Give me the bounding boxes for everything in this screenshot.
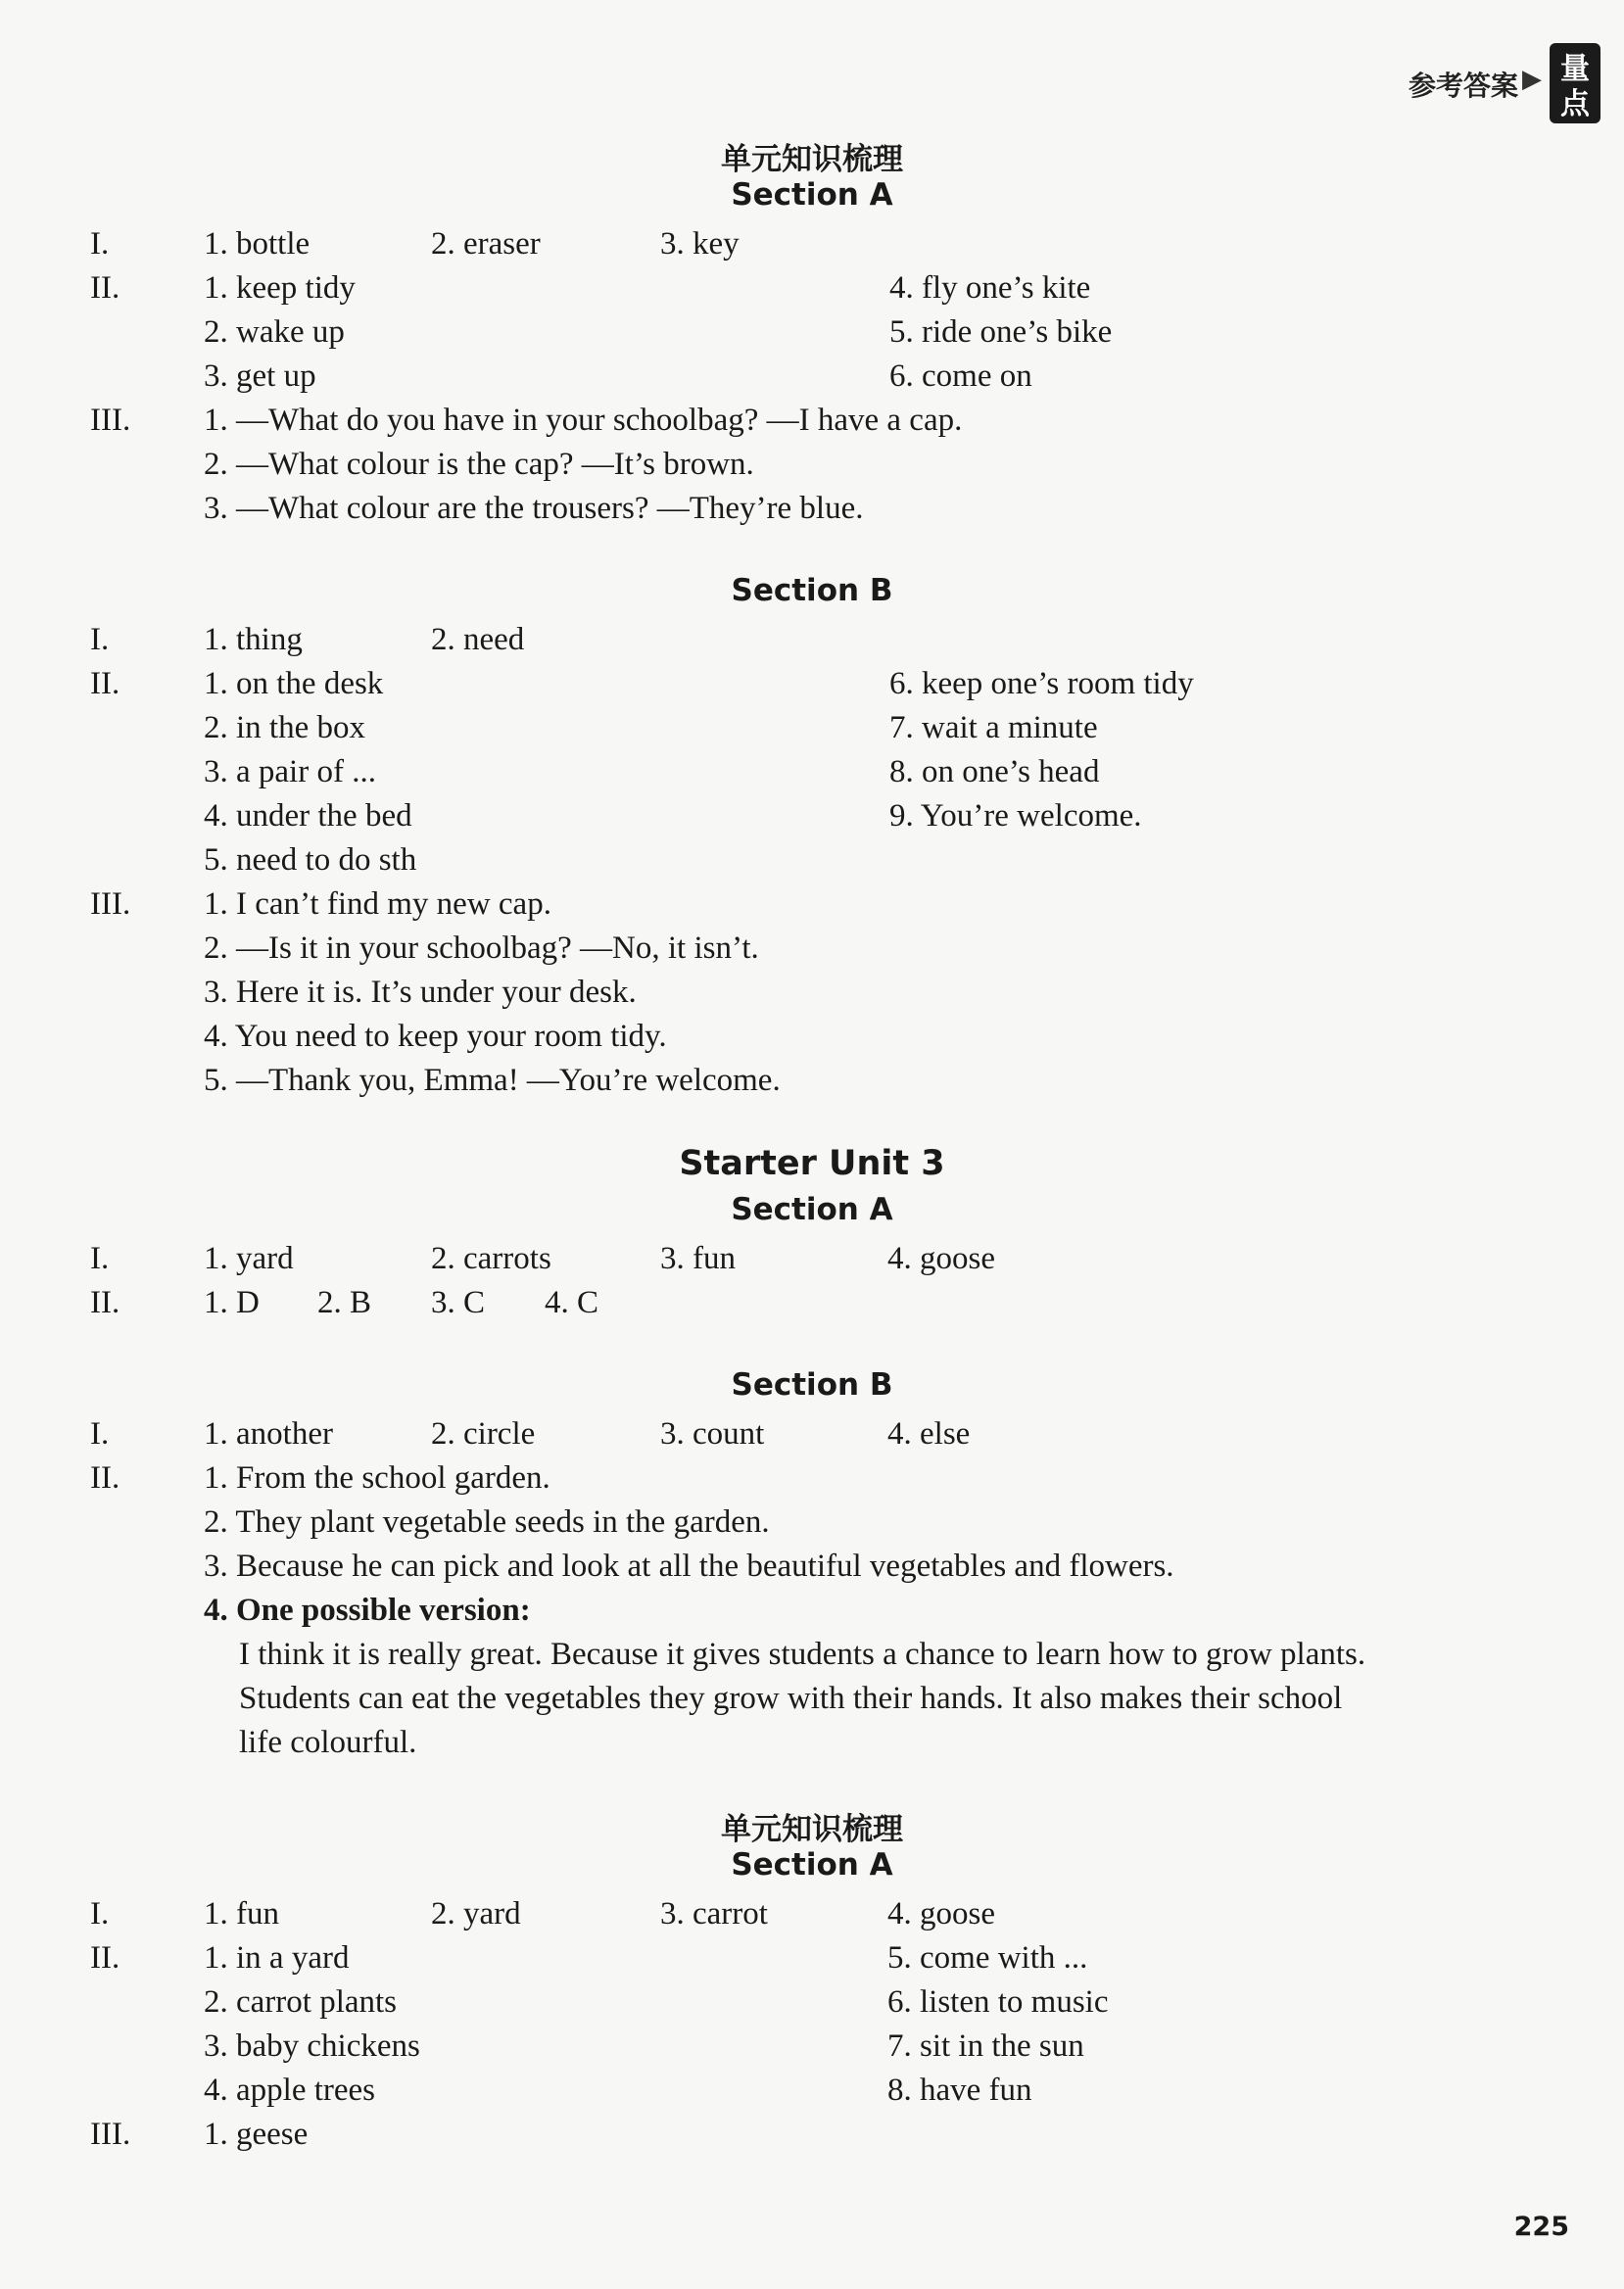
- answer-item: 7. wait a minute: [889, 710, 1098, 745]
- roman-I: I.: [90, 1416, 110, 1452]
- answer-item: 4. goose: [887, 1896, 995, 1931]
- unit-summary-heading: 单元知识梳理: [721, 1812, 903, 1847]
- answer-line: 1. I can’t find my new cap.: [204, 886, 551, 922]
- answer-item: 2. yard: [431, 1896, 521, 1931]
- answer-line: 3. —What colour are the trousers? —They’re blue.: [204, 491, 864, 526]
- answer-item: 3. fun: [660, 1241, 736, 1276]
- answer-item: 2. need: [431, 622, 525, 657]
- page-header: [1330, 41, 1624, 129]
- answer-item: 2. circle: [431, 1416, 536, 1452]
- answer-line: 4. You need to keep your room tidy.: [204, 1019, 667, 1054]
- roman-II: II.: [90, 270, 120, 306]
- roman-III: III.: [90, 886, 131, 922]
- sample-answer-line: I think it is really great. Because it gives students a chance to learn how to grow plants.: [239, 1637, 1366, 1672]
- roman-II: II.: [90, 1940, 120, 1976]
- roman-III: III.: [90, 2117, 131, 2152]
- roman-II: II.: [90, 1285, 120, 1320]
- answer-item: 4. else: [887, 1416, 971, 1452]
- answer-item: 1. fun: [204, 1896, 279, 1931]
- answer-item: 8. have fun: [887, 2073, 1032, 2108]
- section-b-heading: Section B: [731, 1367, 893, 1403]
- arrow-right-icon: ▶: [1522, 65, 1542, 93]
- answer-item: 3. a pair of ...: [204, 754, 376, 789]
- answer-item: 1. yard: [204, 1241, 294, 1276]
- roman-I: I.: [90, 622, 110, 657]
- section-a-heading: Section A: [731, 1192, 893, 1227]
- answer-item: 8. on one’s head: [889, 754, 1100, 789]
- answer-item: 4. apple trees: [204, 2073, 376, 2108]
- brand-logo-text-bottom: 点: [1560, 87, 1590, 121]
- section-a-heading: Section A: [731, 177, 893, 213]
- answer-item: 1. geese: [204, 2117, 309, 2152]
- answer-line: 3. Because he can pick and look at all the beautiful vegetables and flowers.: [204, 1549, 1174, 1584]
- answer-item: 3. key: [660, 226, 740, 262]
- answer-item: 1. bottle: [204, 226, 310, 262]
- answer-item: 3. C: [431, 1285, 486, 1320]
- answer-item: 4. C: [545, 1285, 599, 1320]
- answer-item: 3. get up: [204, 358, 316, 394]
- answer-item: 3. count: [660, 1416, 765, 1452]
- answer-item: 1. another: [204, 1416, 333, 1452]
- answer-item: 2. carrot plants: [204, 1984, 398, 2020]
- answer-item: 4. under the bed: [204, 798, 412, 834]
- brand-logo-icon: [1548, 41, 1602, 125]
- answer-item: 5. come with ...: [887, 1940, 1088, 1976]
- answer-item: 5. need to do sth: [204, 842, 417, 878]
- roman-I: I.: [90, 1241, 110, 1276]
- answer-item: 2. in the box: [204, 710, 365, 745]
- answer-item-4-label: 4. One possible version:: [204, 1593, 531, 1628]
- answer-item: 7. sit in the sun: [887, 2028, 1084, 2064]
- answer-item: 3. carrot: [660, 1896, 768, 1931]
- unit-title: Starter Unit 3: [679, 1144, 945, 1183]
- answer-item: 4. fly one’s kite: [889, 270, 1091, 306]
- answer-item: 9. You’re welcome.: [889, 798, 1142, 834]
- brand-logo-text-top: 量: [1560, 52, 1590, 86]
- roman-I: I.: [90, 1896, 110, 1931]
- answer-line: 1. —What do you have in your schoolbag? —I have a cap.: [204, 403, 963, 438]
- answer-item: 6. come on: [889, 358, 1032, 394]
- roman-II: II.: [90, 1460, 120, 1496]
- answer-item: 2. B: [317, 1285, 372, 1320]
- sample-answer-line: Students can eat the vegetables they grow with their hands. It also makes their school: [239, 1681, 1343, 1716]
- answer-item: 1. keep tidy: [204, 270, 356, 306]
- answer-key-label: 参考答案: [1408, 70, 1518, 102]
- sample-answer-line: life colourful.: [239, 1725, 417, 1760]
- answer-item: 2. carrots: [431, 1241, 551, 1276]
- answer-line: 5. —Thank you, Emma! —You’re welcome.: [204, 1063, 781, 1098]
- roman-III: III.: [90, 403, 131, 438]
- answer-item: 1. D: [204, 1285, 260, 1320]
- unit-summary-heading: 单元知识梳理: [721, 142, 903, 177]
- answer-item: 4. goose: [887, 1241, 995, 1276]
- section-a-heading: Section A: [731, 1847, 893, 1883]
- section-b-heading: Section B: [731, 573, 893, 608]
- answer-item: 3. baby chickens: [204, 2028, 420, 2064]
- answer-item: 1. thing: [204, 622, 303, 657]
- answer-item: 5. ride one’s bike: [889, 314, 1113, 350]
- roman-II: II.: [90, 666, 120, 701]
- answer-line: 2. They plant vegetable seeds in the garden.: [204, 1504, 770, 1540]
- answer-line: 2. —Is it in your schoolbag? —No, it isn’t.: [204, 930, 759, 966]
- roman-I: I.: [90, 226, 110, 262]
- answer-line: 3. Here it is. It’s under your desk.: [204, 975, 637, 1010]
- answer-item: 6. keep one’s room tidy: [889, 666, 1194, 701]
- answer-item: 6. listen to music: [887, 1984, 1109, 2020]
- answer-item: 2. eraser: [431, 226, 541, 262]
- page-number: 225: [1513, 2212, 1569, 2242]
- answer-item: 1. in a yard: [204, 1940, 350, 1976]
- answer-line: 2. —What colour is the cap? —It’s brown.: [204, 447, 754, 482]
- answer-item: 1. on the desk: [204, 666, 384, 701]
- answer-item: 2. wake up: [204, 314, 345, 350]
- answer-line: 1. From the school garden.: [204, 1460, 550, 1496]
